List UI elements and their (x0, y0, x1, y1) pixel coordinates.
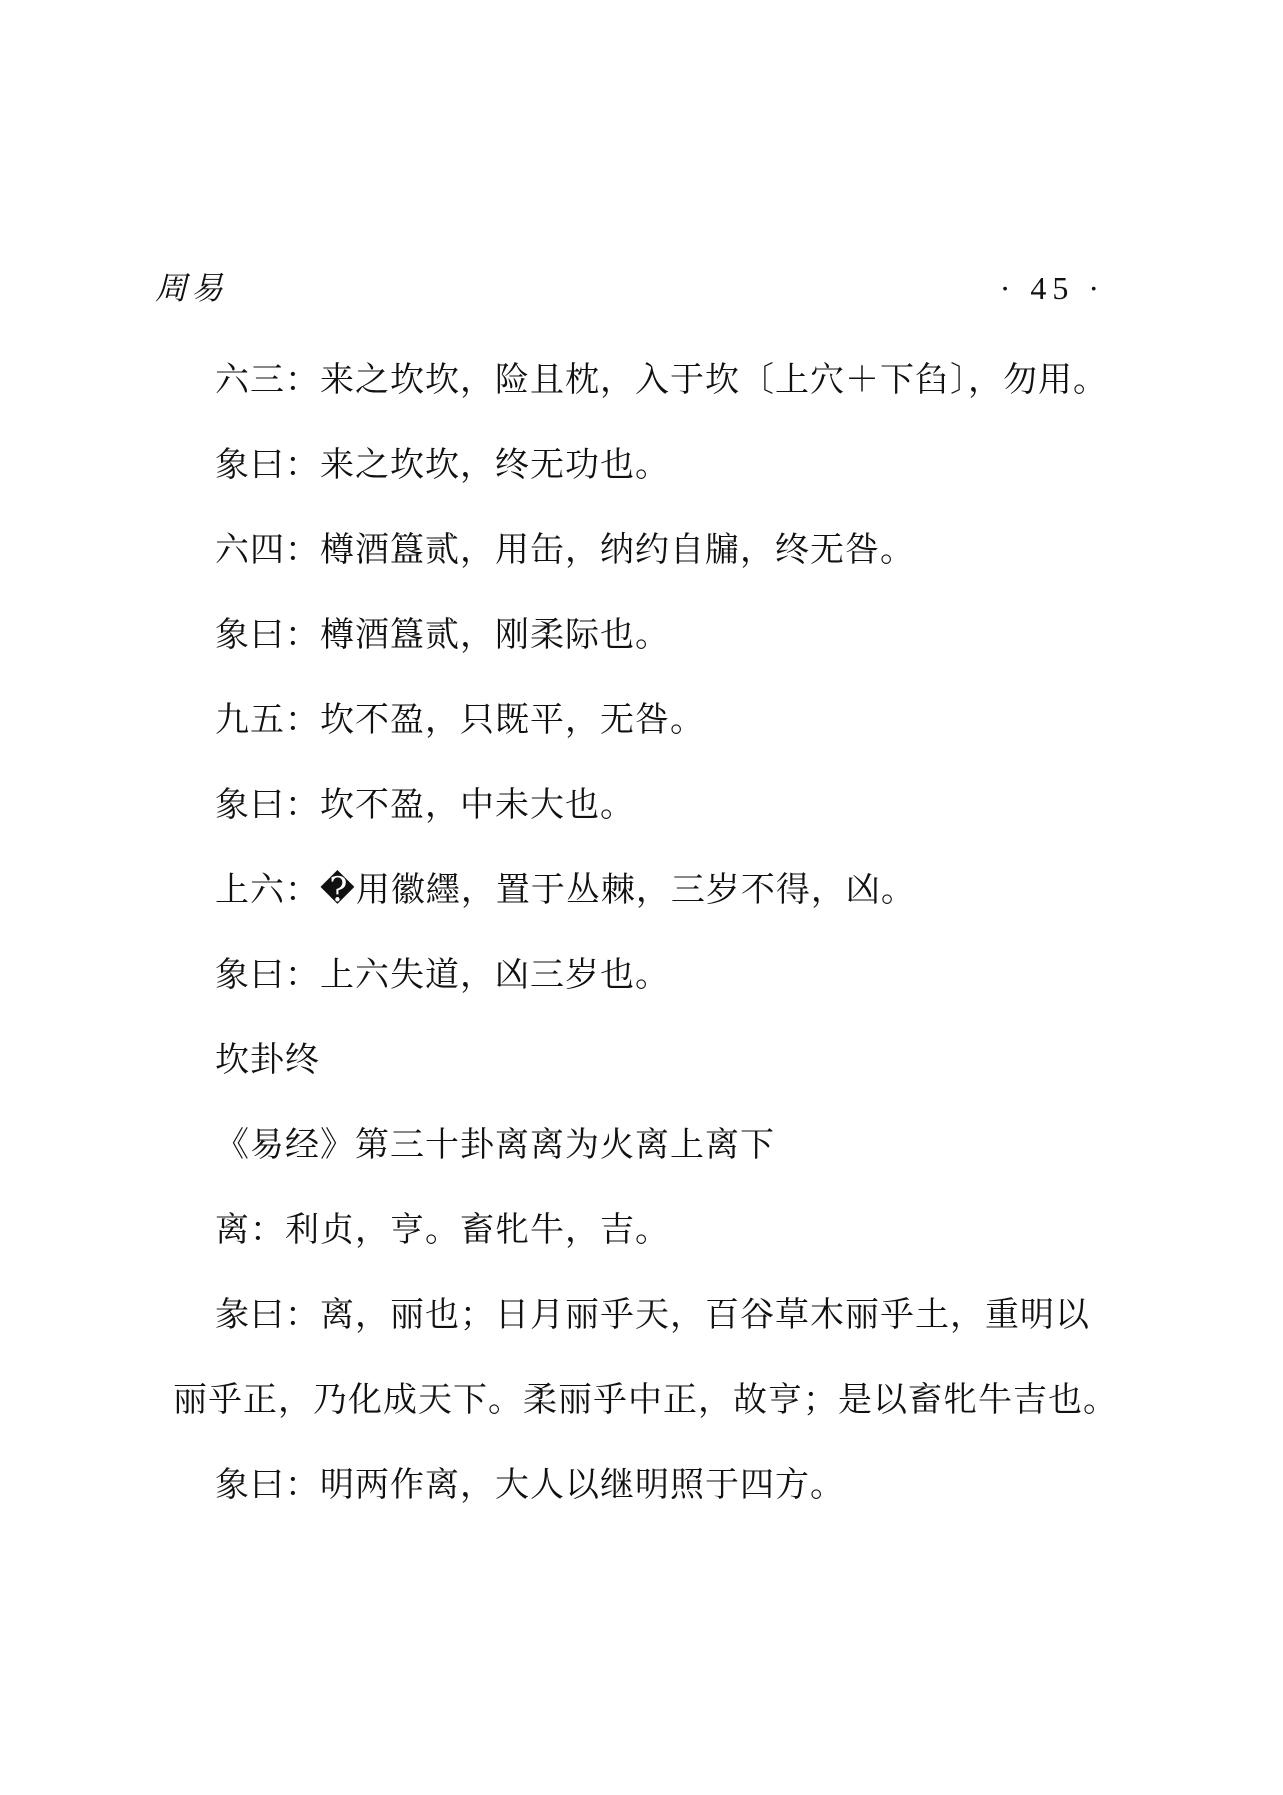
text-line: 象曰：来之坎坎，终无功也。 (215, 447, 670, 484)
text-line: 离：利贞，亨。畜牝牛，吉。 (215, 1212, 670, 1249)
book-title: 周易 (155, 270, 228, 306)
text-line: 象曰：明两作离，大人以继明照于四方。 (215, 1467, 845, 1504)
body-text (173, 338, 1163, 1528)
text-line: 坎卦终 (215, 1042, 320, 1079)
text-line: 象曰：坎不盈，中未大也。 (215, 787, 635, 824)
text-line: 彖曰：离，丽也；日月丽乎天，百谷草木丽乎土，重明以 (215, 1297, 1090, 1334)
text-line: 象曰：樽酒簋贰，刚柔际也。 (215, 617, 670, 654)
text-line: 上六：�用徽纆，置于丛棘，三岁不得，凶。 (215, 872, 916, 909)
text-line: 象曰：上六失道，凶三岁也。 (215, 957, 670, 994)
page-number: · 45 · (999, 270, 1105, 306)
text-line: 六三：来之坎坎，险且枕，入于坎〔上穴＋下臽〕，勿用。 (215, 362, 1108, 399)
text-line: 《易经》第三十卦离离为火离上离下 (215, 1127, 775, 1164)
page-header (155, 268, 1105, 308)
text-line: 九五：坎不盈，只既平，无咎。 (215, 702, 705, 739)
text-line: 六四：樽酒簋贰，用缶，纳约自牖，终无咎。 (215, 532, 915, 569)
text-line: 丽乎正，乃化成天下。柔丽乎中正，故亨；是以畜牝牛吉也。 (173, 1382, 1118, 1419)
